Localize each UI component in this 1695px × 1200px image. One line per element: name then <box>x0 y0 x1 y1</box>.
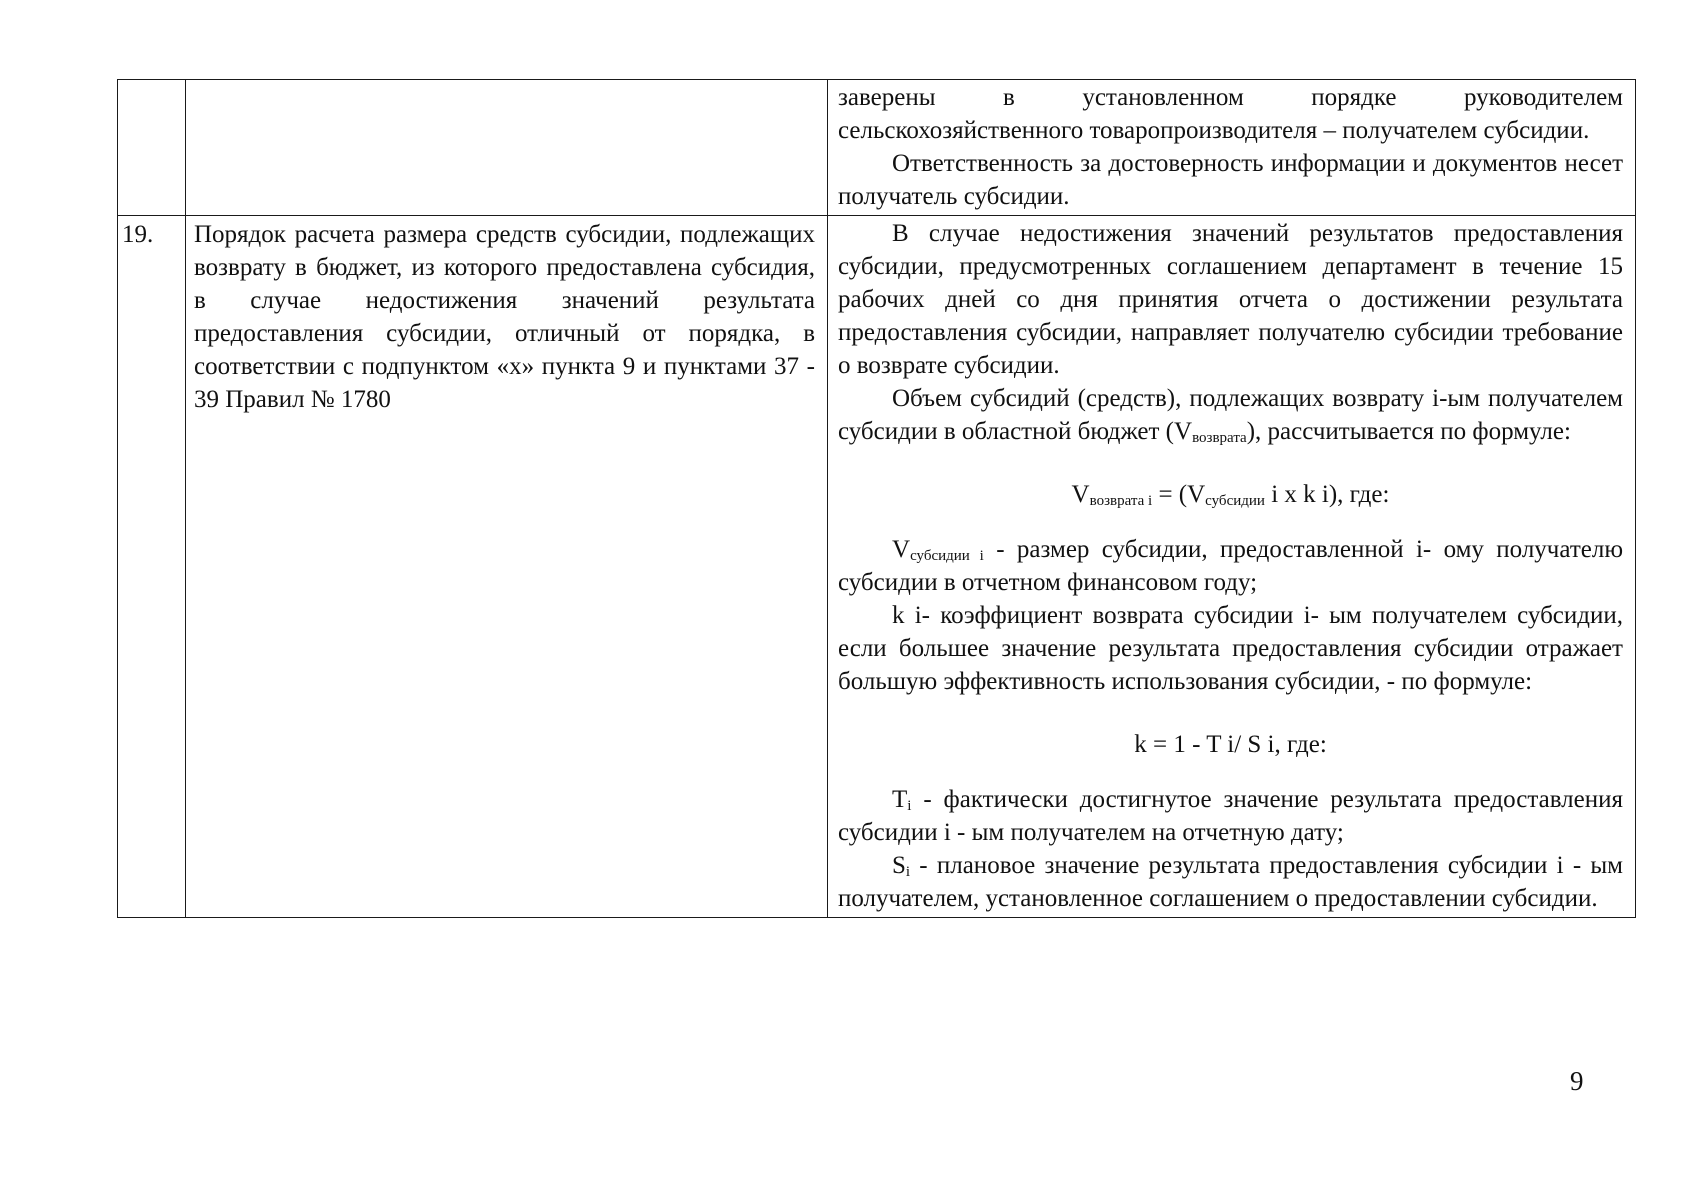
table-row-19 <box>118 216 1636 918</box>
paragraph-responsibility: Ответственность за достоверность информации и документов несет получатель субсидии. <box>838 150 1623 210</box>
formula-coefficient: k = 1 - T i/ S i, где: <box>1134 731 1327 758</box>
formula-part: i x k i), где: <box>1264 481 1390 508</box>
row-subject-cell <box>186 216 828 918</box>
text-part: ), рассчитывается по формуле: <box>1246 418 1571 445</box>
paragraph-subject: Порядок расчета размера средств субсидии, подлежащих возврату в бюджет, из которого предоставлена субсидия, в случае недостижения значений результата предоставления субсидии, отличный от порядка, в соответствии с подпунктом «х» пункта 9 и пунктами 37 - 39 Правил № 1780 <box>194 221 815 413</box>
formula-symbol: V <box>1071 481 1090 508</box>
subscript: субсидии <box>1205 493 1265 509</box>
subscript: i <box>907 798 912 814</box>
paragraph-non-achievement: В случае недостижения значений результатов предоставления субсидии, предусмотренных соглашением департамент в течение 15 рабочих дней со дня принятия отчета о достижении результата предоставления субсидии, направляет получателю субсидии требование о возврате субсидии. <box>838 220 1623 379</box>
formula-symbol: S <box>892 852 906 879</box>
row-content-cell <box>828 80 1636 216</box>
formula-part: = (V <box>1152 481 1206 508</box>
formula-refund <box>838 448 1623 533</box>
row-number-cell: 19. <box>118 216 186 918</box>
definition-text: - плановое значение результата предоставления субсидии i - ым получателем, установленное соглашением о предоставлении субсидии. <box>838 852 1623 912</box>
page-number: 9 <box>1570 1066 1584 1096</box>
definition-text: - размер субсидии, предоставленной i- ому получателю субсидии в отчетном финансовом году; <box>838 536 1623 596</box>
subscript: субсидии i <box>910 548 984 564</box>
table-row-continued <box>118 80 1636 216</box>
definition-v-subsidy <box>838 533 1623 599</box>
row-number-cell <box>118 80 186 216</box>
formula-symbol: V <box>892 536 911 563</box>
regulation-table <box>117 79 1636 918</box>
row-content-cell <box>828 216 1636 918</box>
text-part: Объем субсидий (средств), подлежащих возврату i-ым получателем субсидии в областной бюджет (V <box>838 385 1623 445</box>
formula-symbol: T <box>892 786 908 813</box>
definition-k: k i- коэффициент возврата субсидии i- ым получателем субсидии, если большее значение результата предоставления субсидии отражает большую эффективность использования субсидии, - по формуле: <box>838 602 1623 695</box>
definition-t <box>838 783 1623 849</box>
subscript: i <box>905 864 911 880</box>
row-subject-cell <box>186 80 828 216</box>
paragraph-refund-volume <box>838 382 1623 448</box>
definition-s <box>838 849 1623 915</box>
subscript: возврата i <box>1089 493 1153 509</box>
subscript: возврата <box>1192 430 1247 446</box>
definition-text: - фактически достигнутое значение результата предоставления субсидии i - ым получателем на отчетную дату; <box>838 786 1623 846</box>
paragraph-certified: заверены в установленном порядке руководителем сельскохозяйственного товаропроизводителя – получателем субсидии. <box>838 84 1623 144</box>
